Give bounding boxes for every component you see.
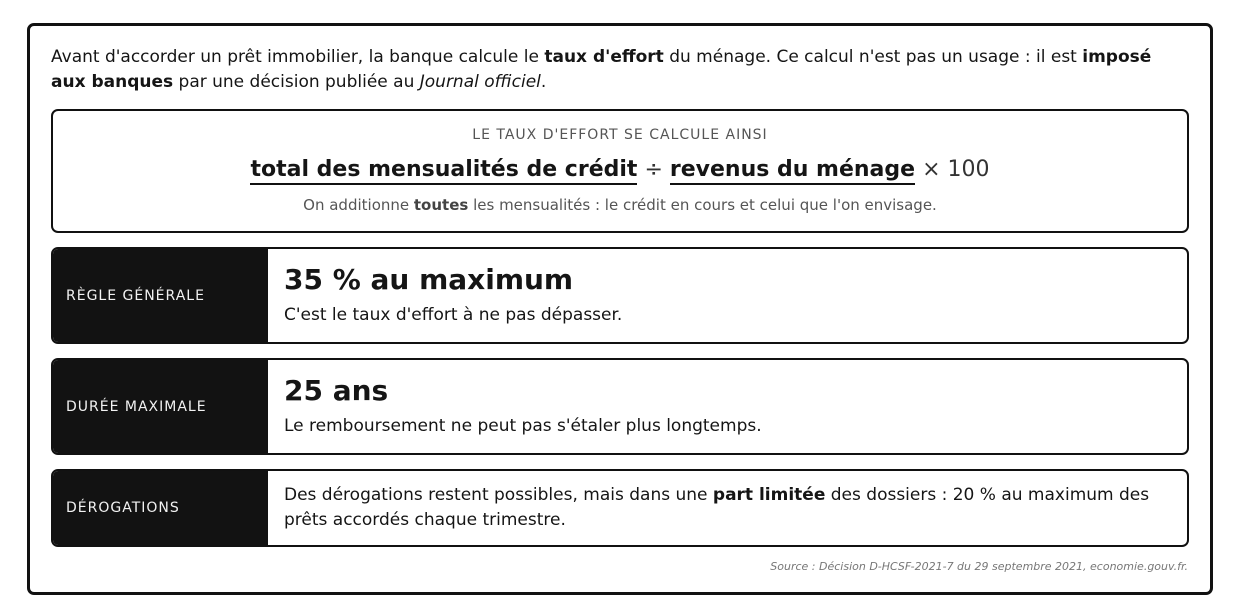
intro-journal-officiel: Journal officiel <box>419 72 541 92</box>
rule-description: C'est le taux d'effort à ne pas dépasser. <box>284 305 623 325</box>
formula-caption: LE TAUX D'EFFORT SE CALCULE AINSI <box>472 127 768 143</box>
formula-numerator: total des mensualités de crédit <box>250 157 637 185</box>
formula <box>53 155 1187 185</box>
rule-body <box>268 249 1187 342</box>
intro-emphasis-impose: imposé aux banques <box>51 47 1152 92</box>
rule-body <box>268 471 1187 545</box>
intro-paragraph <box>51 45 1181 95</box>
formula-note <box>53 196 1187 214</box>
intro-text: du ménage. Ce calcul n'est pas un usage : il est <box>663 47 1083 67</box>
intro-text: Avant d'accorder un prêt immobilier, la banque calcule le <box>51 47 545 67</box>
rule-text: Des dérogations restent possibles, mais dans une <box>284 485 713 505</box>
rule-tag: DURÉE MAXIMALE <box>53 360 268 453</box>
rule-emphasis: part limitée <box>712 485 826 505</box>
rule-general <box>51 247 1189 344</box>
divide-symbol: ÷ <box>644 157 663 182</box>
rule-headline: 35 % au maximum <box>284 263 574 296</box>
rule-body <box>268 360 1187 453</box>
intro-text: . <box>540 72 547 92</box>
multiply-symbol: × 100 <box>922 157 990 182</box>
formula-note-text: On additionne <box>303 196 414 214</box>
rule-headline: 25 ans <box>284 374 389 407</box>
rule-description <box>284 483 1187 533</box>
formula-denominator: revenus du ménage <box>670 157 915 185</box>
source-note: Source : Décision D-HCSF-2021-7 du 29 septembre 2021, economie.gouv.fr. <box>770 560 1188 573</box>
rule-duration <box>51 358 1189 455</box>
intro-emphasis-taux: taux d'effort <box>544 47 664 67</box>
formula-note-emphasis: toutes <box>413 196 469 214</box>
rule-tag: RÈGLE GÉNÉRALE <box>53 249 268 342</box>
formula-box <box>51 109 1189 233</box>
intro-text: par une décision publiée au <box>173 72 420 92</box>
formula-note-text: les mensualités : le crédit en cours et celui que l'on envisage. <box>468 196 937 214</box>
rule-description: Le remboursement ne peut pas s'étaler plus longtemps. <box>284 416 762 436</box>
rule-tag: DÉROGATIONS <box>53 471 268 545</box>
rule-text: des dossiers : 20 % au maximum des prêts accordés chaque trimestre. <box>284 485 1150 530</box>
rule-derogations <box>51 469 1189 547</box>
